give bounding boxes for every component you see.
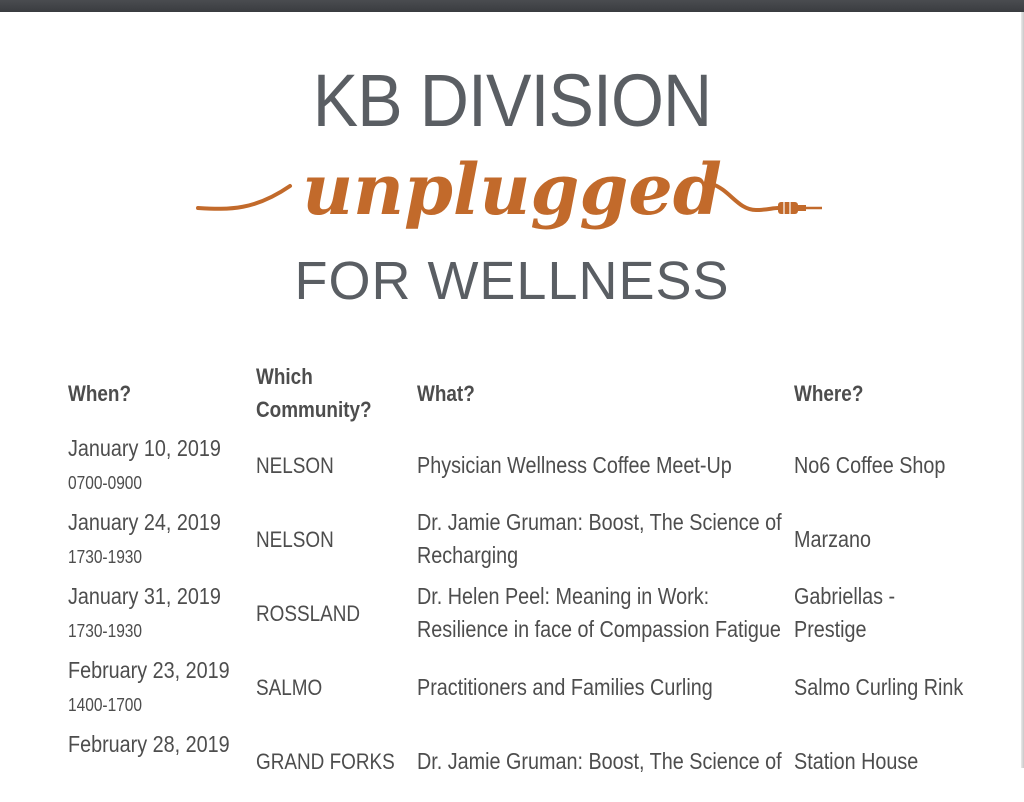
event-time: 0700-0900 <box>68 473 143 493</box>
table-header-row <box>68 360 968 432</box>
event-date: January 24, 2019 <box>68 509 221 535</box>
cell-when <box>68 580 256 654</box>
cell-what: Dr. Jamie Gruman: Boost, The Science of <box>417 747 782 774</box>
cell-what: Dr. Jamie Gruman: Boost, The Science of Recharging <box>417 509 782 568</box>
event-date: January 31, 2019 <box>68 583 221 609</box>
table-row <box>68 654 968 728</box>
cell-when <box>68 728 256 802</box>
event-date: January 10, 2019 <box>68 435 221 461</box>
header-what: What? <box>417 380 476 406</box>
table-row <box>68 432 968 506</box>
cell-community: NELSON <box>255 452 334 478</box>
cell-where: No6 Coffee Shop <box>793 451 946 478</box>
cell-when <box>68 432 256 506</box>
cell-community: SALMO <box>255 674 323 700</box>
cell-where: Gabriellas - Prestige <box>793 583 896 642</box>
cell-where: Station House <box>793 747 919 774</box>
event-time: 1730-1930 <box>68 547 143 567</box>
cell-community: ROSSLAND <box>255 600 361 626</box>
events-schedule-table <box>68 360 968 802</box>
logo-title-kb-division: KB DIVISION <box>312 59 712 142</box>
header-when: When? <box>68 380 132 406</box>
cell-community: NELSON <box>255 526 334 552</box>
logo-script-unplugged: unplugged <box>302 148 722 231</box>
cell-when <box>68 506 256 580</box>
event-time: 1400-1700 <box>68 695 143 715</box>
header-where: Where? <box>793 380 864 406</box>
event-time: 1730-1930 <box>68 621 143 641</box>
header-community: Which Community? <box>255 364 372 422</box>
cell-what: Dr. Helen Peel: Meaning in Work: Resilience in face of Compassion Fatigue <box>417 583 782 642</box>
table-row <box>68 580 968 654</box>
table-row <box>68 506 968 580</box>
cell-when <box>68 654 256 728</box>
cell-where: Salmo Curling Rink <box>793 673 964 700</box>
window-top-bar <box>0 0 1024 12</box>
cell-where: Marzano <box>793 525 871 552</box>
kb-division-logo <box>0 60 1024 320</box>
table-row <box>68 728 968 802</box>
event-date: February 23, 2019 <box>68 657 230 683</box>
cell-what: Physician Wellness Coffee Meet-Up <box>417 451 733 478</box>
event-date: February 28, 2019 <box>68 731 230 757</box>
logo-subtitle-for-wellness: FOR WELLNESS <box>294 251 730 311</box>
cell-what: Practitioners and Families Curling <box>417 673 714 700</box>
cell-community: GRAND FORKS <box>255 748 395 774</box>
